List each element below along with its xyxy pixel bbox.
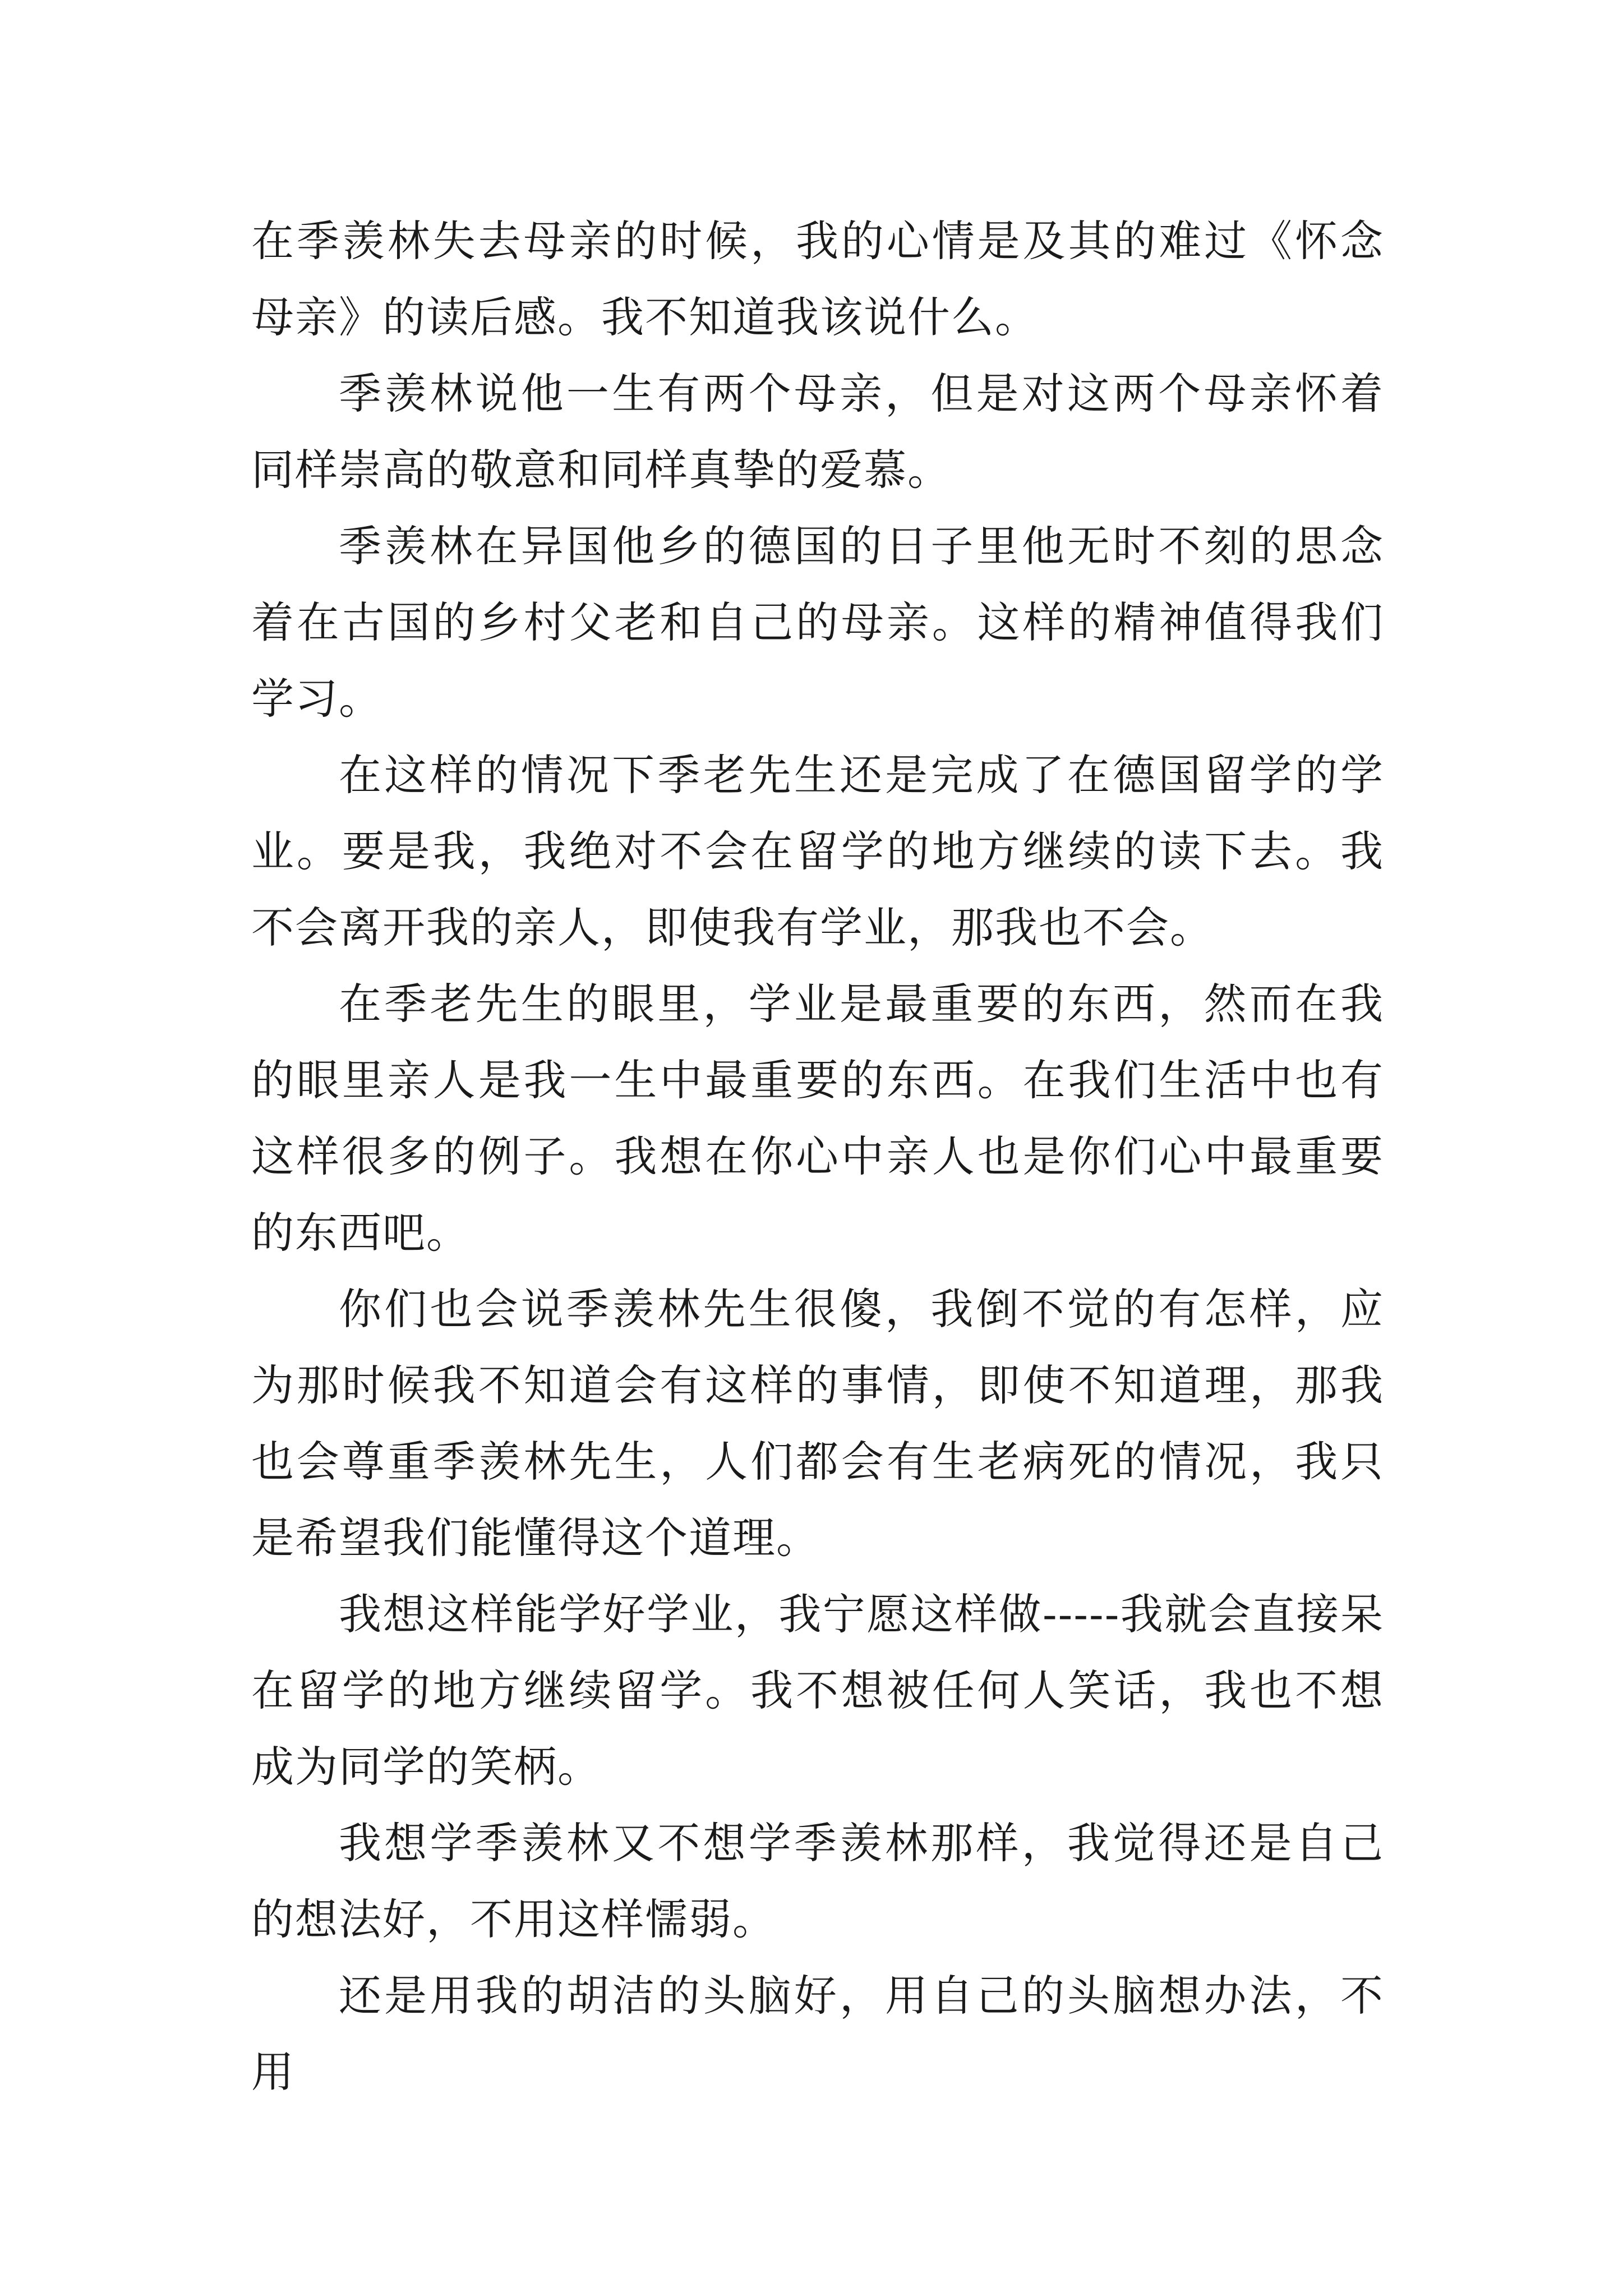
paragraph-3: 季羡林在异国他乡的德国的日子里他无时不刻的思念着在古国的乡村父老和自己的母亲。这样的精神值得我们学习。 xyxy=(251,521,1384,724)
paragraph-4: 在这样的情况下季老先生还是完成了在德国留学的学业。要是我，我绝对不会在留学的地方继续的读下去。我不会离开我的亲人，即使我有学业，那我也不会。 xyxy=(251,750,1384,953)
paragraph-6: 你们也会说季羡林先生很傻，我倒不觉的有怎样，应为那时候我不知道会有这样的事情，即使不知道理，那我也会尊重季羡林先生，人们都会有生老病死的情况，我只是希望我们能懂得这个道理。 xyxy=(251,1284,1384,1563)
paragraph-8: 我想学季羡林又不想学季羡林那样，我觉得还是自己的想法好，不用这样懦弱。 xyxy=(251,1818,1384,1944)
paragraph-9: 还是用我的胡洁的头脑好，用自己的头脑想办法，不用 xyxy=(251,1971,1384,2097)
paragraph-5: 在季老先生的眼里，学业是最重要的东西，然而在我的眼里亲人是我一生中最重要的东西。在我们生活中也有这样很多的例子。我想在你心中亲人也是你们心中最重要的东西吧。 xyxy=(251,979,1384,1258)
paragraph-7: 我想这样能学好学业，我宁愿这样做-----我就会直接呆在留学的地方继续留学。我不想被任何人笑话，我也不想成为同学的笑柄。 xyxy=(251,1589,1384,1792)
paragraph-1: 在季羡林失去母亲的时候，我的心情是及其的难过《怀念母亲》的读后感。我不知道我该说什么。 xyxy=(251,216,1384,342)
paragraph-2: 季羡林说他一生有两个母亲，但是对这两个母亲怀着同样崇高的敬意和同样真挚的爱慕。 xyxy=(251,369,1384,495)
document-page xyxy=(251,203,1384,2110)
